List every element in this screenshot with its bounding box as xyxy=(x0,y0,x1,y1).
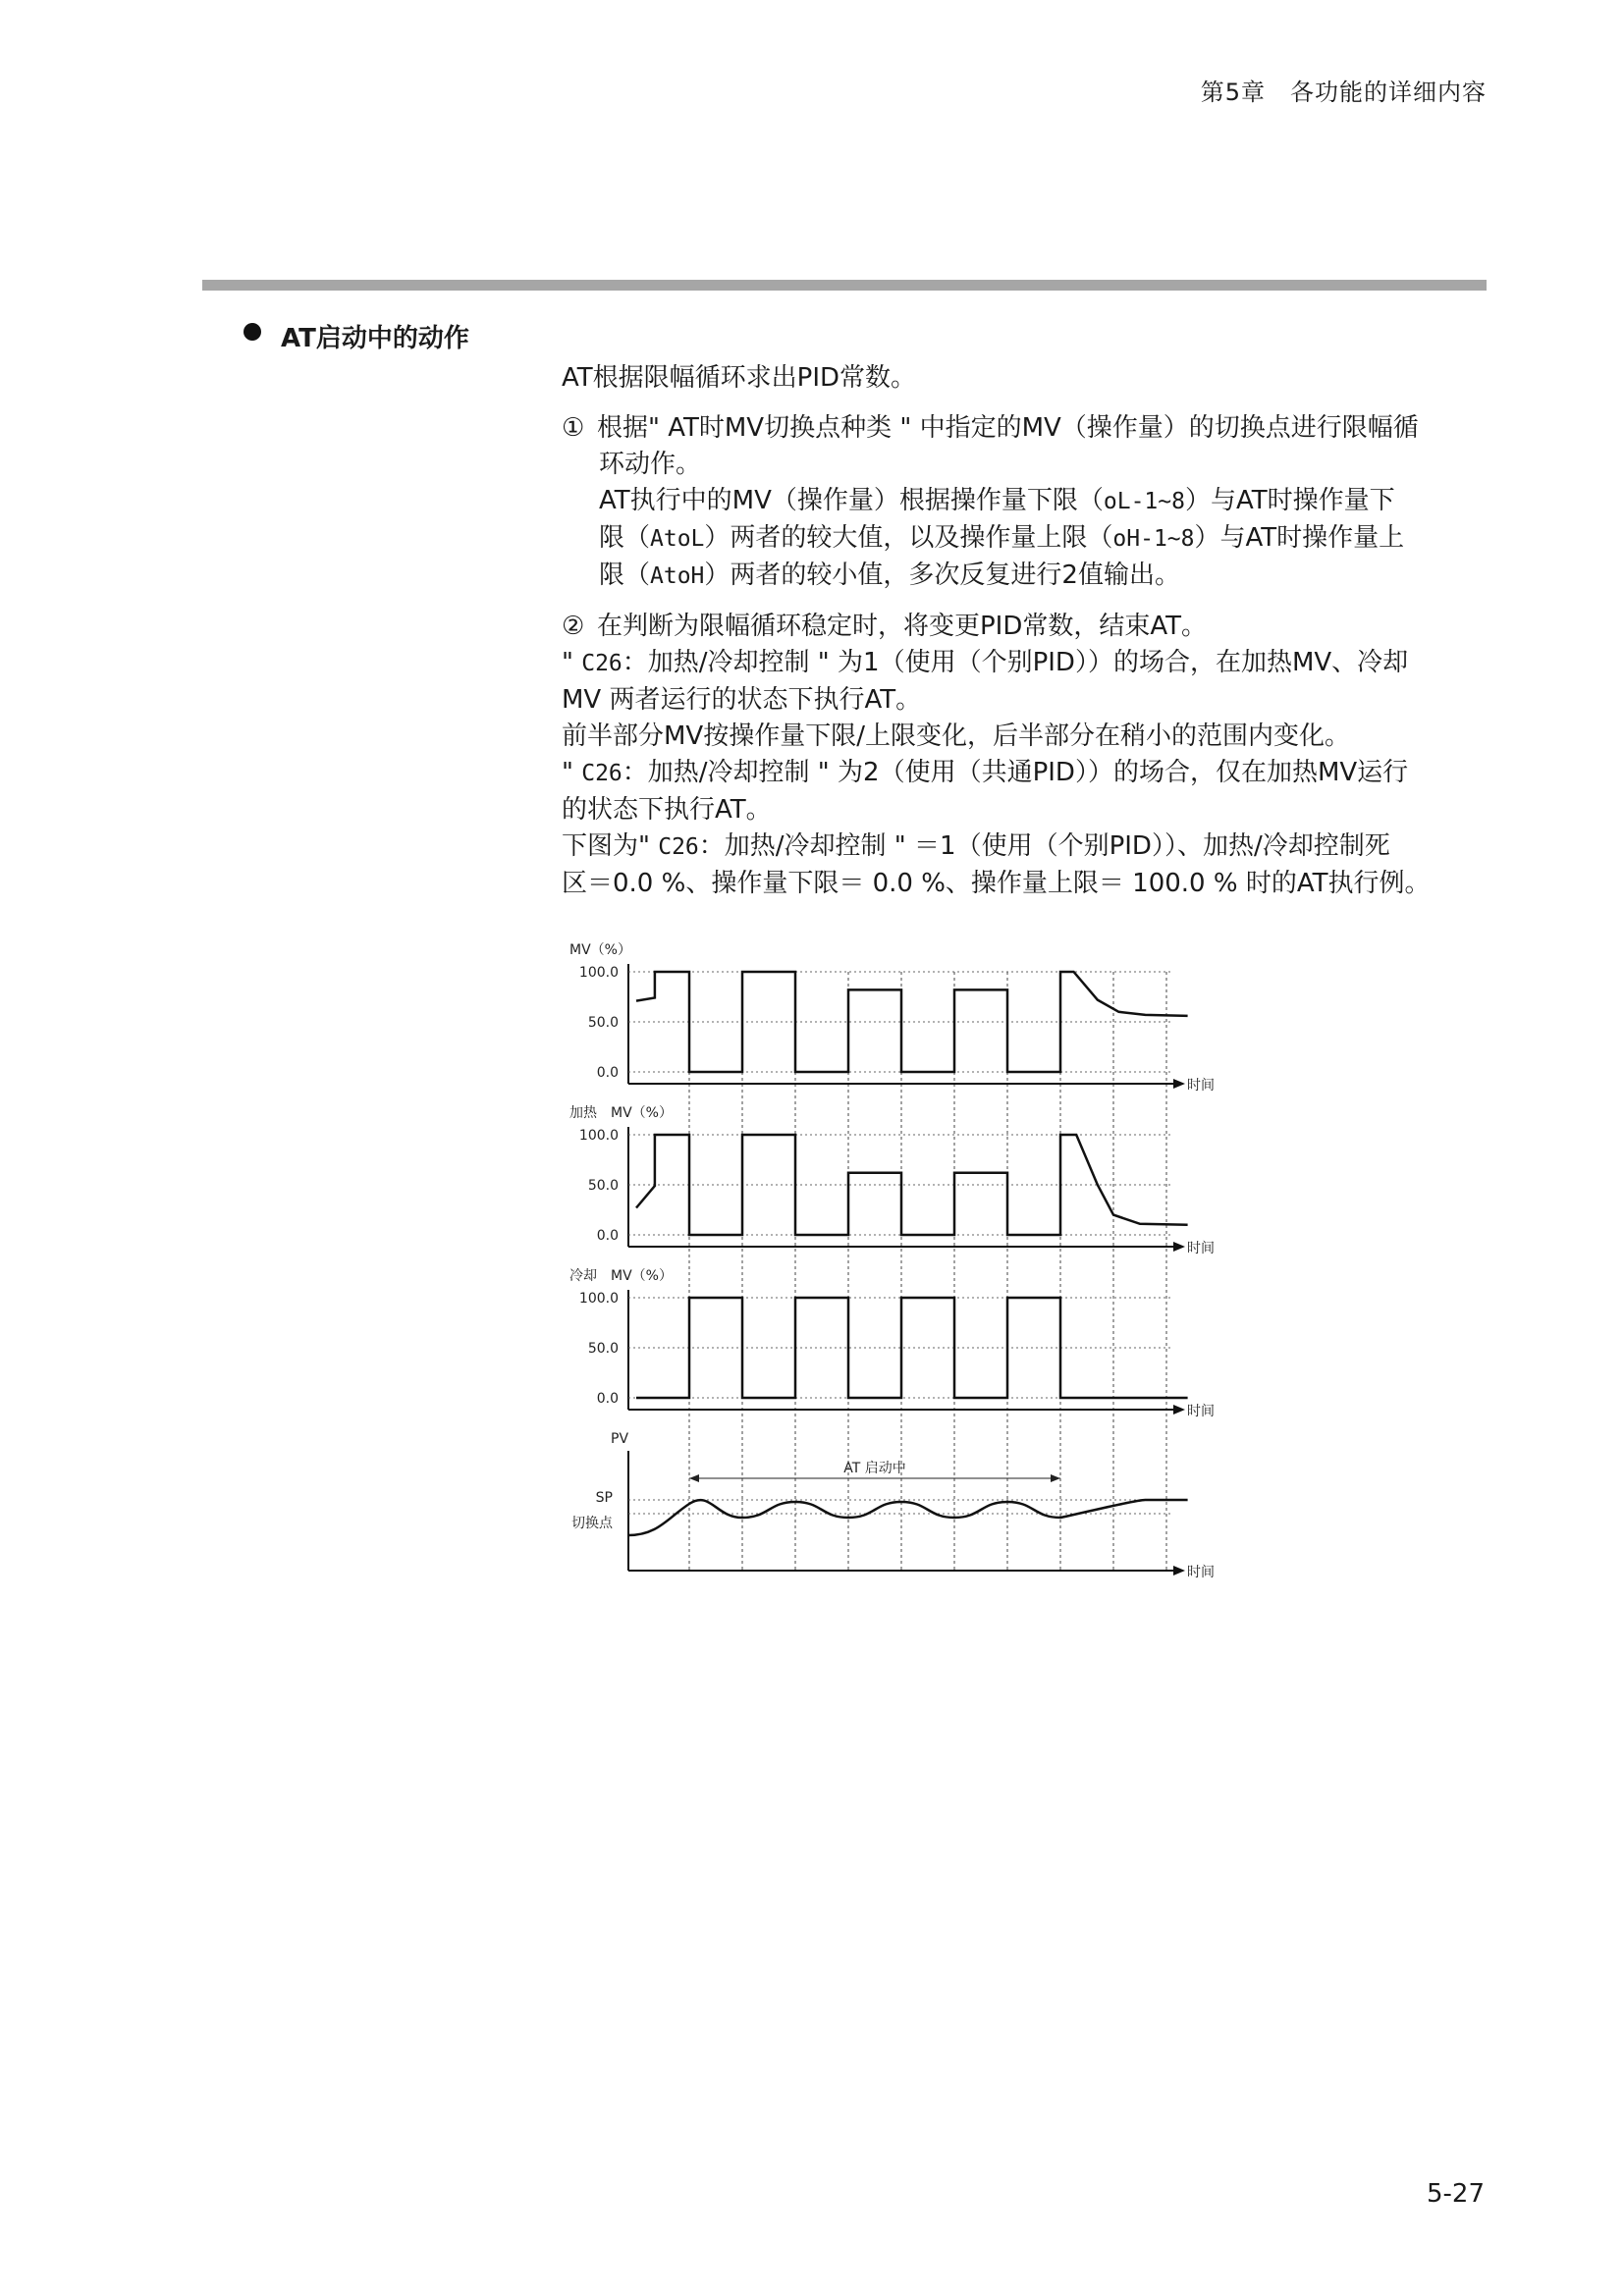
para5-line1: " C26：加热/冷却控制 " 为2（使用（共通PID））的场合，仅在加热MV运行 xyxy=(562,758,1409,787)
at-timing-chart xyxy=(550,933,1218,1600)
at-arrow-left-icon xyxy=(689,1474,699,1482)
at-active-label: AT 启动中 xyxy=(843,1461,906,1476)
chapter-header: 第5章 各功能的详细内容 xyxy=(1200,79,1487,106)
param-code: C26 xyxy=(581,651,623,676)
panel-ylabel: 加热 MV（%） xyxy=(569,1105,673,1121)
param-code: oL-1~8 xyxy=(1103,489,1185,514)
panel-ylabel: 冷却 MV（%） xyxy=(569,1268,673,1284)
param-code: C26 xyxy=(581,761,623,786)
param-code: AtoL xyxy=(650,526,705,552)
tick-label: 0.0 xyxy=(596,1228,619,1244)
tick-label: 50.0 xyxy=(587,1015,619,1031)
page-number: 5-27 xyxy=(1426,2179,1485,2209)
para3-line2: MV 两者运行的状态下执行AT。 xyxy=(562,685,922,715)
item1-line2: 环动作。 xyxy=(599,450,702,479)
item2-line1: ② 在判断为限幅循环稳定时，将变更PID常数，结束AT。 xyxy=(562,609,1485,645)
pv-ylabel: PV xyxy=(611,1431,629,1447)
tick-label: 50.0 xyxy=(587,1178,619,1194)
x-axis-arrow-icon xyxy=(1173,1405,1185,1415)
switch-point-label: 切换点 xyxy=(571,1516,613,1531)
panel-ylabel: MV（%） xyxy=(569,942,631,958)
item1-line3: AT执行中的MV（操作量）根据操作量下限（oL-1~8）与AT时操作量下 xyxy=(599,486,1395,515)
item1-number: ① xyxy=(562,413,585,443)
x-axis-arrow-icon xyxy=(1173,1079,1185,1089)
x-axis-label: 时间 xyxy=(1187,1241,1215,1256)
x-axis-label: 时间 xyxy=(1187,1404,1215,1419)
item2-number: ② xyxy=(562,612,585,641)
para4: 前半部分MV按操作量下限/上限变化，后半部分在稍小的范围内变化。 xyxy=(562,721,1350,751)
body-text xyxy=(562,360,1485,902)
x-axis-label: 时间 xyxy=(1187,1078,1215,1094)
para6-line2: 区＝0.0 %、操作量下限＝ 0.0 %、操作量上限＝ 100.0 % 时的AT执行例。 xyxy=(562,869,1431,898)
param-code: AtoH xyxy=(650,563,705,589)
at-arrow-right-icon xyxy=(1051,1474,1060,1482)
tick-label: 100.0 xyxy=(578,965,619,981)
section-rule xyxy=(202,280,1487,291)
item1-line5: 限（AtoH）两者的较小值，多次反复进行2值输出。 xyxy=(599,561,1180,590)
x-axis-arrow-icon xyxy=(1173,1566,1185,1575)
x-axis-arrow-icon xyxy=(1173,1242,1185,1252)
sp-label: SP xyxy=(595,1490,613,1506)
tick-label: 0.0 xyxy=(596,1391,619,1407)
tick-label: 50.0 xyxy=(587,1341,619,1357)
pv-trace-line xyxy=(628,1500,1188,1535)
param-code: C26 xyxy=(658,834,699,860)
item1-line1: ① 根据" AT时MV切换点种类 " 中指定的MV（操作量）的切换点进行限幅循 xyxy=(562,410,1485,447)
item1-line4: 限（AtoL）两者的较大值，以及操作量上限（oH-1~8）与AT时操作量上 xyxy=(599,523,1405,553)
intro-paragraph: AT根据限幅循环求出PID常数。 xyxy=(562,363,917,393)
para5-line2: 的状态下执行AT。 xyxy=(562,795,772,825)
para6-line1: 下图为" C26：加热/冷却控制 " ＝1（使用（个别PID））、加热/冷却控制死 xyxy=(562,831,1390,861)
tick-label: 100.0 xyxy=(578,1128,619,1144)
tick-label: 0.0 xyxy=(596,1065,619,1081)
bullet-icon xyxy=(244,323,261,341)
para3-line1: " C26：加热/冷却控制 " 为1（使用（个别PID））的场合，在加热MV、冷却 xyxy=(562,648,1409,677)
x-axis-label: 时间 xyxy=(1187,1565,1215,1580)
param-code: oH-1~8 xyxy=(1112,526,1195,552)
tick-label: 100.0 xyxy=(578,1291,619,1307)
section-title: AT启动中的动作 xyxy=(281,324,469,353)
